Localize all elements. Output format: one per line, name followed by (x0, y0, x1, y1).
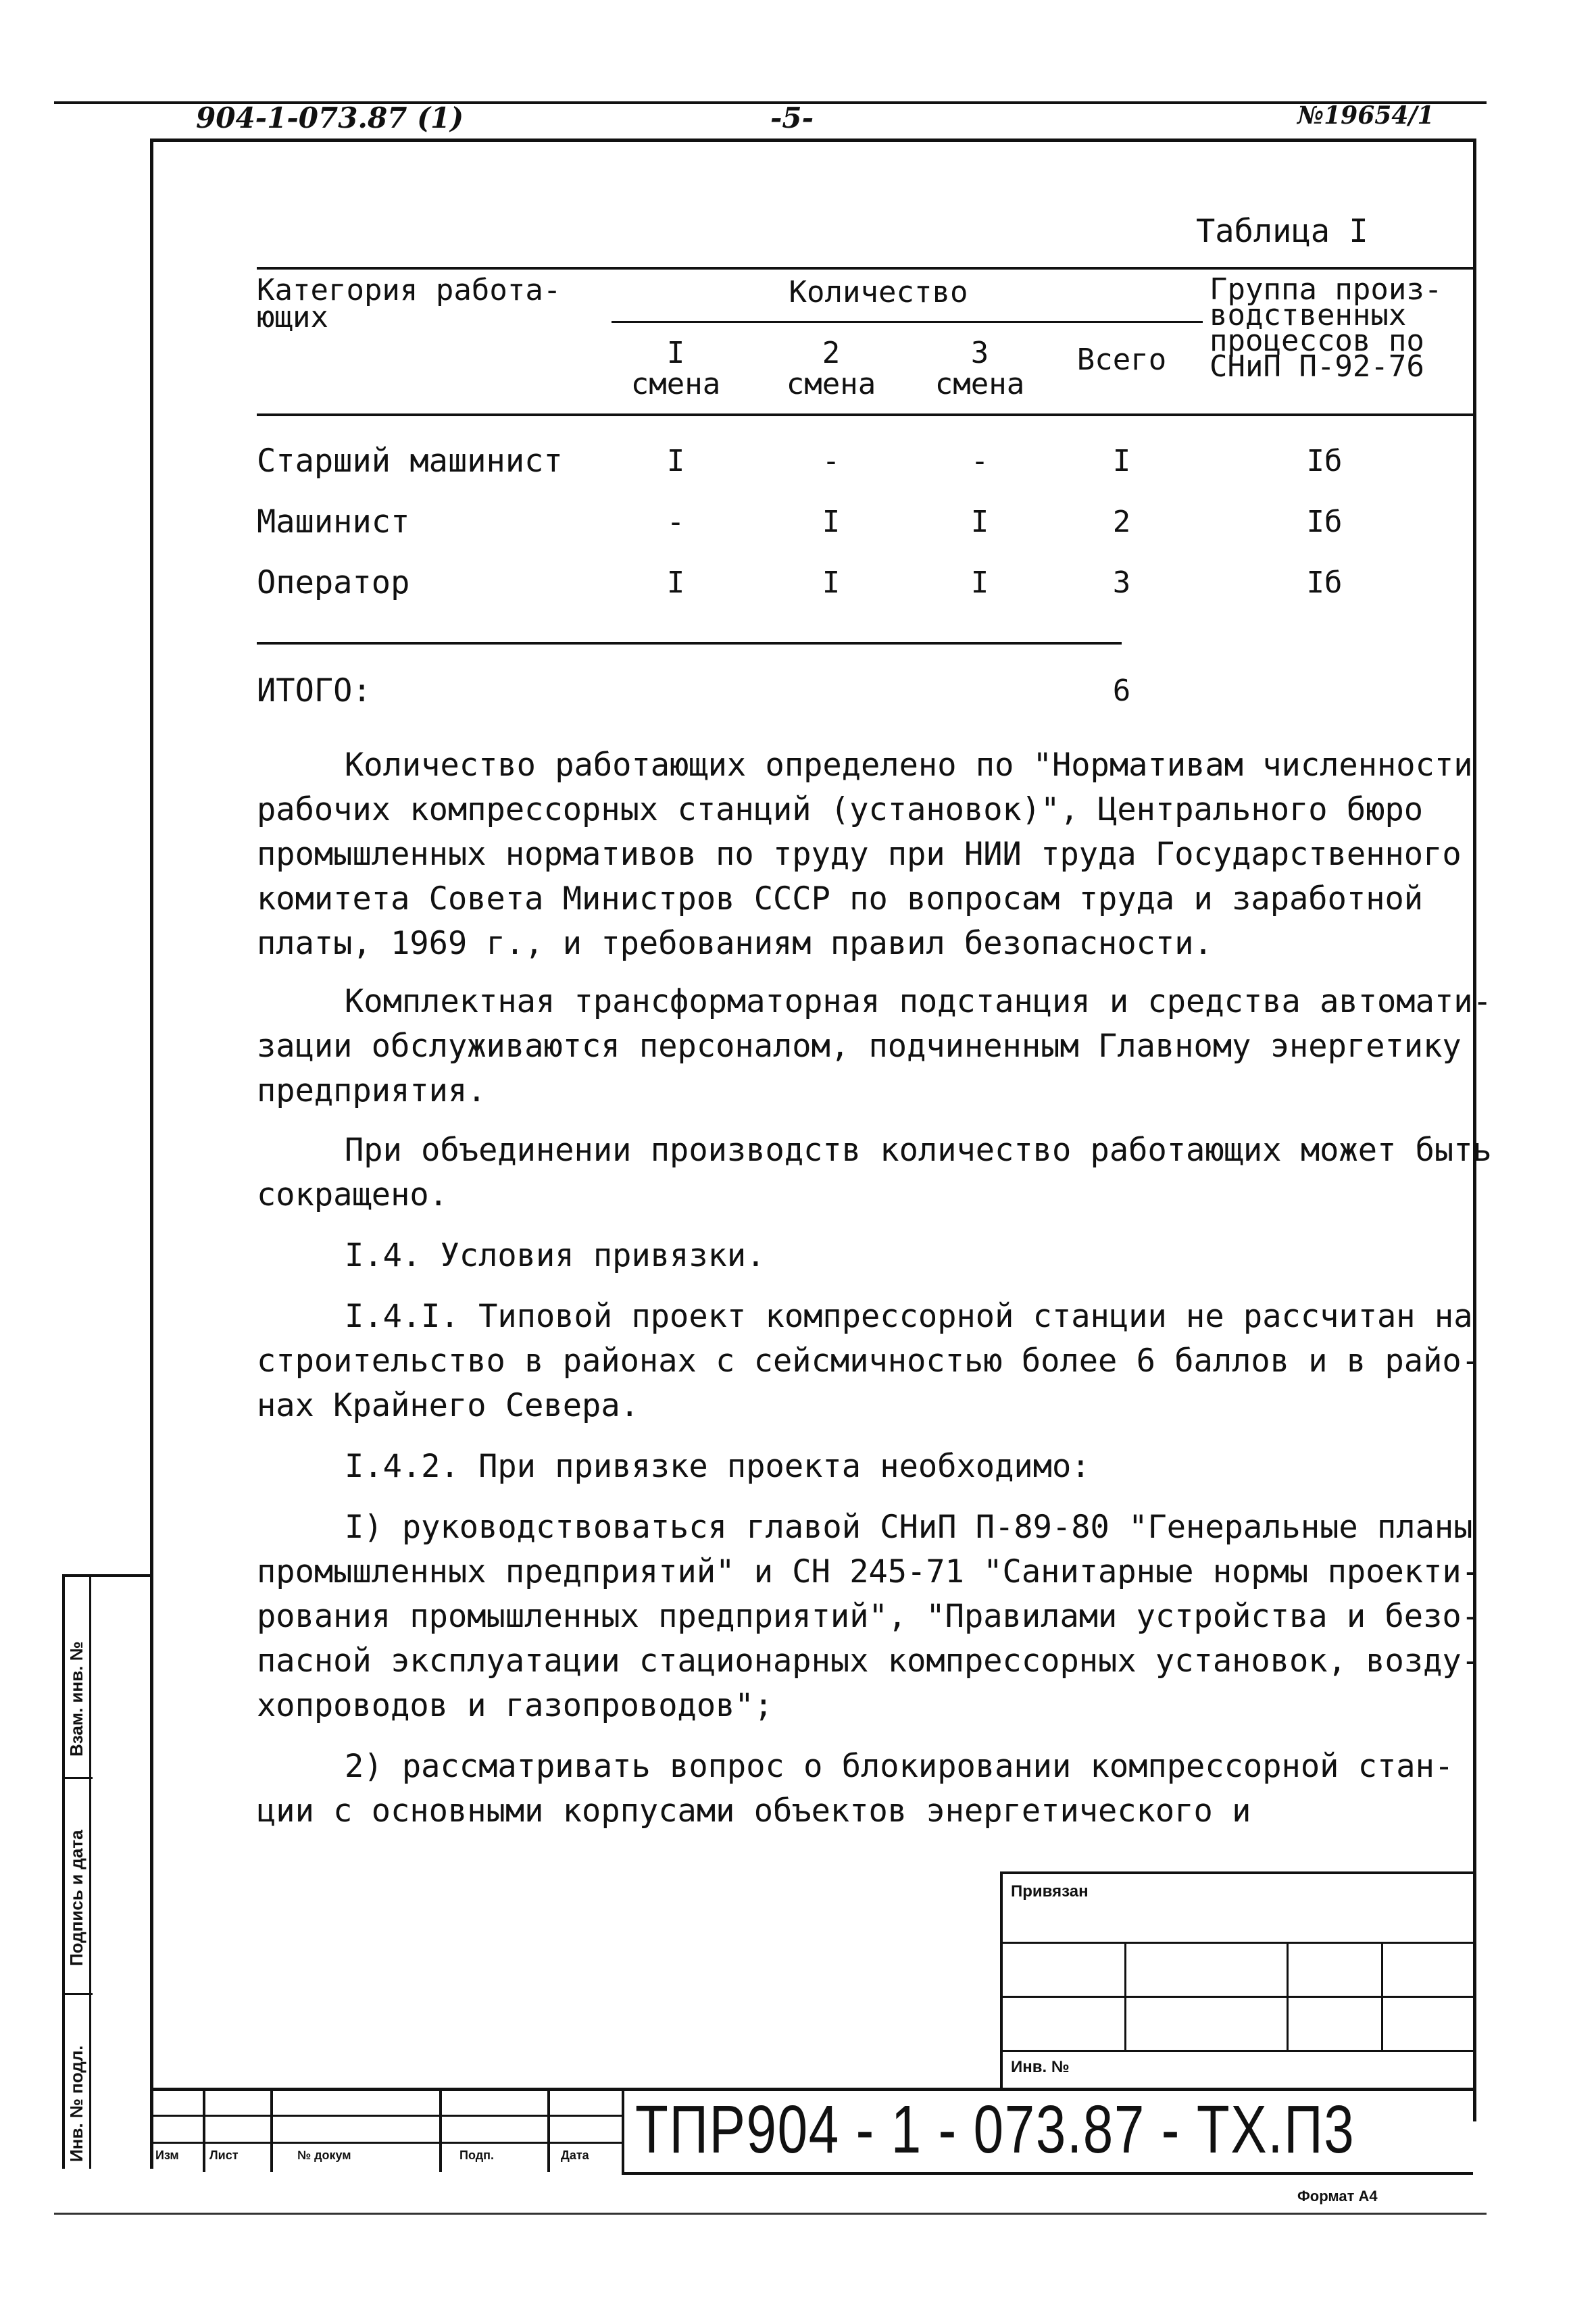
privyazan-block (1000, 1871, 1476, 2090)
col-shift2: 2 смена (786, 336, 876, 401)
col-total: Всего (1076, 343, 1167, 377)
left-sidebar (62, 1574, 150, 2169)
row3-category: Оператор (257, 564, 410, 601)
row2-s1: - (666, 505, 685, 539)
frame-top (150, 139, 1476, 142)
page-number: -5- (770, 101, 814, 134)
row1-total: I (1112, 444, 1131, 478)
sidebar-inv-podl: Инв. № подл. (66, 2045, 86, 2162)
row3-total: 3 (1112, 565, 1131, 600)
p142: I.4.2. При привязке проекта необходимо: (345, 1448, 1091, 1485)
stamp-podp: Подп. (459, 2148, 494, 2162)
p2-line3: предприятия. (257, 1072, 487, 1109)
row2-group: Iб (1306, 505, 1343, 539)
col-shift3: 3 смена (934, 336, 1025, 401)
quantity-rule (612, 321, 1203, 323)
frame-left (150, 142, 153, 2169)
col-category-header: Категория работа- ющих (257, 273, 562, 334)
row2-total: 2 (1112, 505, 1131, 539)
row2-s2: I (822, 505, 841, 539)
p2-line1: Комплектная трансформаторная подстанция и средства автомати- (345, 983, 1492, 1020)
sidebar-podpis: Подпись и дата (66, 1830, 86, 1966)
table-top-rule (257, 267, 1473, 270)
bottom-rule (54, 2213, 1487, 2215)
item1-line4: пасной эксплуатации стационарных компрессорных установок, возду- (257, 1642, 1480, 1680)
p141-line2: строительство в районах с сейсмичностью более 6 баллов и в райо- (257, 1342, 1480, 1380)
itogo-label: ИТОГО: (257, 672, 372, 709)
inv-no-label: Инв. № (1011, 2058, 1070, 2076)
stamp-data: Дата (561, 2148, 589, 2162)
drawing-code: ТПР904 - 1 - 073.87 - ТХ.П3 (635, 2092, 1355, 2167)
row1-category: Старший машинист (257, 443, 563, 480)
p3-line1: При объединении производств количество работающих может быть (345, 1132, 1492, 1169)
format-label: Формат А4 (1297, 2188, 1378, 2205)
table-caption: Таблица I (1196, 213, 1368, 250)
p1-line1: Количество работающих определено по "Нормативам численности (345, 747, 1473, 784)
item2-line2: ции с основными корпусами объектов энергетического и (257, 1792, 1251, 1830)
row2-s3: I (970, 505, 989, 539)
p1-line5: платы, 1969 г., и требованиям правил безопасности. (257, 925, 1213, 962)
itogo-rule (257, 642, 1122, 645)
item2-line1: 2) рассматривать вопрос о блокировании компрессорной стан- (345, 1748, 1454, 1785)
sidebar-vzam: Взам. инв. № (66, 1641, 86, 1757)
p2-line2: зации обслуживаются персоналом, подчиненным Главному энергетику (257, 1028, 1462, 1065)
p1-line4: комитета Совета Министров СССР по вопросам труда и заработной (257, 880, 1424, 917)
p1-line2: рабочих компрессорных станций (установок)", Центрального бюро (257, 791, 1424, 828)
archive-number: №19654/1 (1297, 101, 1435, 130)
row1-s3: - (970, 444, 989, 478)
col-group-header: Группа произ- водственных процессов по СНиП П-92-76 (1210, 272, 1443, 384)
privyazan-label: Привязан (1011, 1882, 1089, 1901)
itogo-value: 6 (1112, 674, 1131, 708)
section-heading-1-4: I.4. Условия привязки. (345, 1237, 766, 1274)
doc-ref: 904-1-073.87 (1) (196, 101, 464, 134)
row1-group: Iб (1306, 444, 1343, 478)
table-header-rule (257, 413, 1473, 416)
item1-line5: хопроводов и газопроводов"; (257, 1687, 774, 1724)
row1-s1: I (666, 444, 685, 478)
row3-s2: I (822, 565, 841, 600)
row2-category: Машинист (257, 503, 410, 540)
p3-line2: сокращено. (257, 1176, 448, 1213)
col-shift1: I смена (630, 336, 721, 401)
stamp-n-dokum: № докум (297, 2148, 351, 2162)
item1-line2: промышленных предприятий" и СН 245-71 "Санитарные нормы проекти- (257, 1553, 1480, 1590)
p141-line3: нах Крайнего Севера. (257, 1387, 639, 1424)
row3-group: Iб (1306, 565, 1343, 600)
stamp-izm: Изм (155, 2148, 179, 2162)
p1-line3: промышленных нормативов по труду при НИИ труда Государственного (257, 836, 1462, 873)
item1-line1: I) руководствоваться главой СНиП П-89-80 "Генеральные планы (345, 1509, 1473, 1546)
row3-s3: I (970, 565, 989, 600)
row1-s2: - (822, 444, 841, 478)
stamp-list: Лист (209, 2148, 239, 2162)
col-quantity-header: Количество (789, 275, 968, 309)
p141-line1: I.4.I. Типовой проект компрессорной станции не рассчитан на (345, 1298, 1473, 1335)
row3-s1: I (666, 565, 685, 600)
item1-line3: рования промышленных предприятий", "Правилами устройства и безо- (257, 1598, 1480, 1635)
